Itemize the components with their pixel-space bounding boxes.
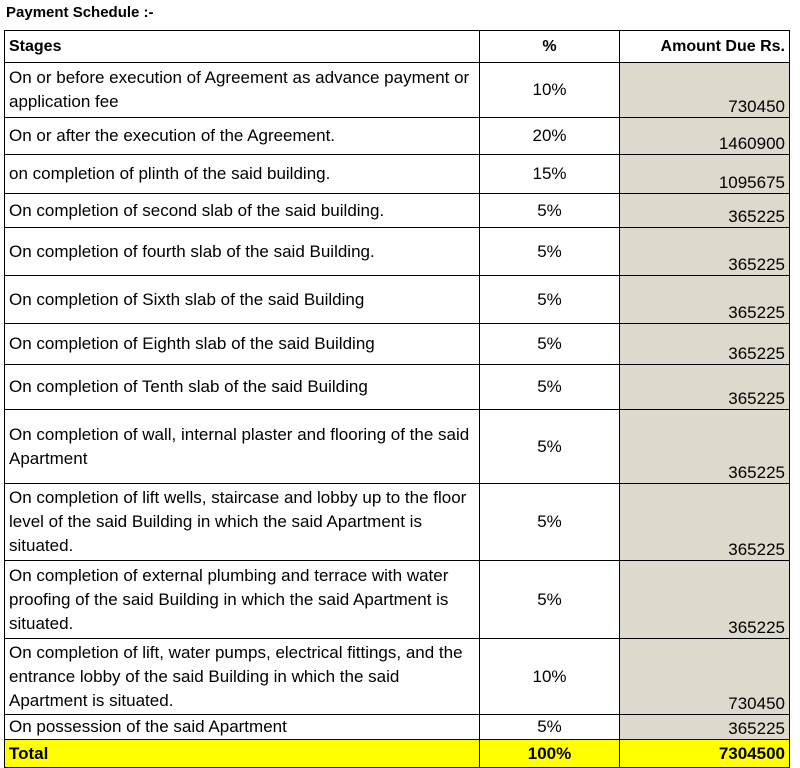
column-header-amount: Amount Due Rs. bbox=[620, 31, 790, 63]
table-row bbox=[5, 365, 790, 410]
table-row bbox=[5, 276, 790, 324]
table-row bbox=[5, 484, 790, 561]
table-row bbox=[5, 639, 790, 715]
amount-cell: 365225 bbox=[620, 324, 790, 365]
percent-cell: 20% bbox=[480, 118, 620, 155]
stage-cell: on completion of plinth of the said building. bbox=[5, 155, 480, 194]
percent-cell: 15% bbox=[480, 155, 620, 194]
amount-cell: 365225 bbox=[620, 715, 790, 740]
table-row bbox=[5, 561, 790, 639]
total-percent: 100% bbox=[480, 740, 620, 768]
table-row bbox=[5, 715, 790, 740]
amount-cell: 730450 bbox=[620, 639, 790, 715]
table-row bbox=[5, 410, 790, 484]
amount-cell: 365225 bbox=[620, 365, 790, 410]
total-amount: 7304500 bbox=[620, 740, 790, 768]
stage-cell: On or after the execution of the Agreement. bbox=[5, 118, 480, 155]
amount-cell: 365225 bbox=[620, 276, 790, 324]
amount-cell: 365225 bbox=[620, 410, 790, 484]
stage-cell: On possession of the said Apartment bbox=[5, 715, 480, 740]
column-header-stages: Stages bbox=[5, 31, 480, 63]
page-title: Payment Schedule :- bbox=[6, 4, 154, 21]
amount-cell: 730450 bbox=[620, 63, 790, 118]
total-label: Total bbox=[5, 740, 480, 768]
stage-cell: On completion of lift wells, staircase and lobby up to the floor level of the said Building in which the said Apartment is situated. bbox=[5, 484, 480, 561]
table-row bbox=[5, 324, 790, 365]
percent-cell: 5% bbox=[480, 410, 620, 484]
stage-cell: On completion of Eighth slab of the said Building bbox=[5, 324, 480, 365]
percent-cell: 5% bbox=[480, 194, 620, 228]
table-row bbox=[5, 118, 790, 155]
stage-cell: On completion of wall, internal plaster and flooring of the said Apartment bbox=[5, 410, 480, 484]
table-row bbox=[5, 194, 790, 228]
percent-cell: 5% bbox=[480, 276, 620, 324]
table-row bbox=[5, 228, 790, 276]
table-row bbox=[5, 63, 790, 118]
amount-cell: 365225 bbox=[620, 561, 790, 639]
percent-cell: 5% bbox=[480, 715, 620, 740]
percent-cell: 10% bbox=[480, 63, 620, 118]
stage-cell: On completion of Sixth slab of the said Building bbox=[5, 276, 480, 324]
percent-cell: 5% bbox=[480, 365, 620, 410]
amount-cell: 365225 bbox=[620, 194, 790, 228]
total-row bbox=[5, 740, 790, 768]
amount-cell: 365225 bbox=[620, 484, 790, 561]
table-row bbox=[5, 155, 790, 194]
column-header-percent: % bbox=[480, 31, 620, 63]
percent-cell: 5% bbox=[480, 228, 620, 276]
amount-cell: 365225 bbox=[620, 228, 790, 276]
payment-schedule-table bbox=[4, 30, 790, 768]
percent-cell: 5% bbox=[480, 324, 620, 365]
header-row bbox=[5, 31, 790, 63]
amount-cell: 1460900 bbox=[620, 118, 790, 155]
percent-cell: 10% bbox=[480, 639, 620, 715]
stage-cell: On completion of lift, water pumps, electrical fittings, and the entrance lobby of the said Building in which the said Apartment is situated. bbox=[5, 639, 480, 715]
amount-cell: 1095675 bbox=[620, 155, 790, 194]
percent-cell: 5% bbox=[480, 484, 620, 561]
stage-cell: On completion of Tenth slab of the said Building bbox=[5, 365, 480, 410]
percent-cell: 5% bbox=[480, 561, 620, 639]
stage-cell: On completion of fourth slab of the said Building. bbox=[5, 228, 480, 276]
stage-cell: On completion of second slab of the said building. bbox=[5, 194, 480, 228]
stage-cell: On or before execution of Agreement as advance payment or application fee bbox=[5, 63, 480, 118]
stage-cell: On completion of external plumbing and terrace with water proofing of the said Building in which the said Apartment is situated. bbox=[5, 561, 480, 639]
